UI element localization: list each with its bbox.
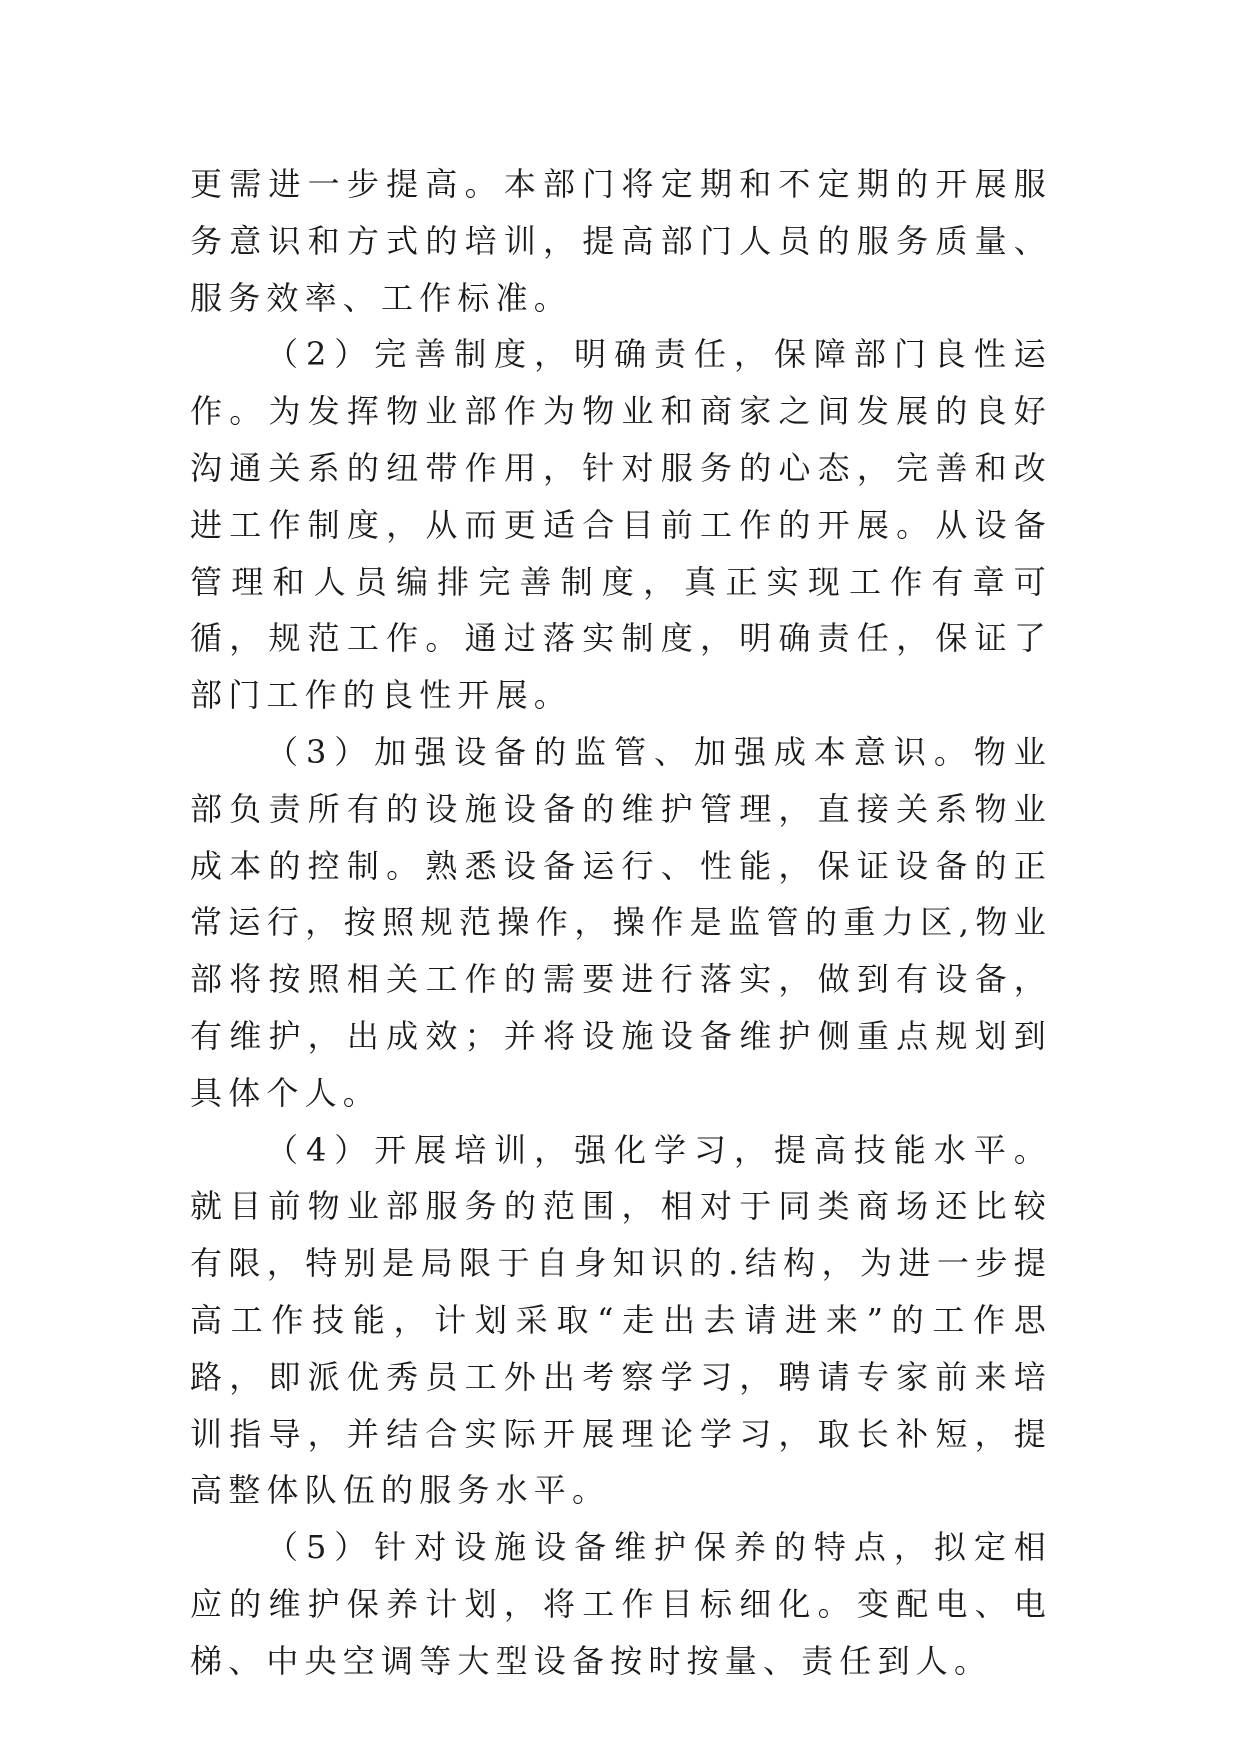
paragraph-continuation: 更需进一步提高。本部门将定期和不定期的开展服务意识和方式的培训，提高部门人员的服务质量、服务效率、工作标准。 [190, 165, 1052, 317]
paragraph-item-2: （2）完善制度，明确责任，保障部门良性运作。为发挥物业部作为物业和商家之间发展的良好沟通关系的纽带作用，针对服务的心态，完善和改进工作制度，从而更适合目前工作的开展。从设备管理和人员编排完善制度，真正实现工作有章可循，规范工作。通过落实制度，明确责任，保证了部门工作的良性开展。 [190, 335, 1052, 715]
document-body [190, 156, 1052, 1690]
paragraph-item-3: （3）加强设备的监管、加强成本意识。物业部负责所有的设施设备的维护管理，直接关系物业成本的控制。熟悉设备运行、性能，保证设备的正常运行，按照规范操作，操作是监管的重力区,物业部将按照相关工作的需要进行落实，做到有设备，有维护，出成效；并将设施设备维护侧重点规划到具体个人。 [190, 732, 1052, 1112]
paragraph-item-5: （5）针对设施设备维护保养的特点，拟定相应的维护保养计划，将工作目标细化。变配电、电梯、中央空调等大型设备按时按量、责任到人。 [190, 1528, 1052, 1680]
paragraph-item-4: （4）开展培训，强化学习，提高技能水平。就目前物业部服务的范围，相对于同类商场还比较有限，特别是局限于自身知识的.结构，为进一步提高工作技能，计划采取“走出去请进来”的工作思路，即派优秀员工外出考察学习，聘请专家前来培训指导，并结合实际开展理论学习，取长补短，提高整体队伍的服务水平。 [190, 1130, 1052, 1510]
